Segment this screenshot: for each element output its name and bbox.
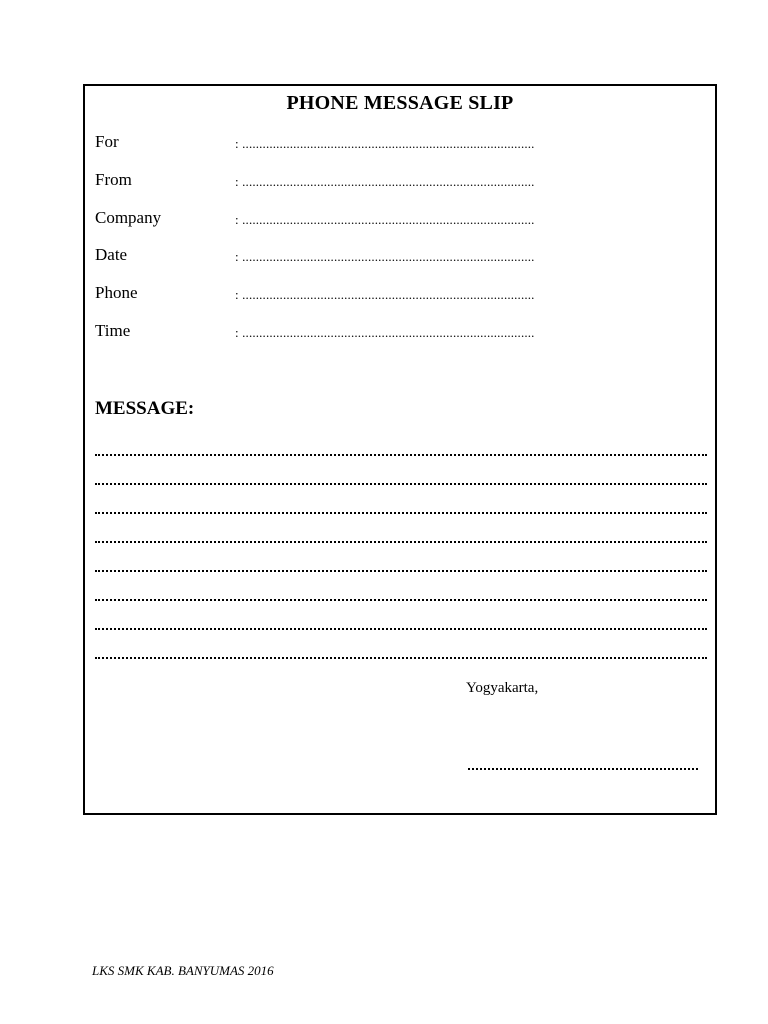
message-line-6[interactable] bbox=[95, 589, 707, 601]
message-line-5[interactable] bbox=[95, 560, 707, 572]
field-line-from[interactable]: : ...................................................................................... bbox=[235, 174, 535, 189]
field-label-date: Date bbox=[95, 245, 128, 264]
field-label-for: For bbox=[95, 132, 119, 151]
field-line-time[interactable]: : ...................................................................................... bbox=[235, 325, 535, 340]
message-line-7[interactable] bbox=[95, 618, 707, 630]
message-line-8[interactable] bbox=[95, 647, 707, 659]
field-label-company: Company bbox=[95, 208, 162, 227]
message-line-3[interactable] bbox=[95, 502, 707, 514]
field-line-phone[interactable]: : ...................................................................................... bbox=[235, 287, 535, 302]
message-line-2[interactable] bbox=[95, 473, 707, 485]
form-title: PHONE MESSAGE SLIP bbox=[286, 92, 514, 114]
place-label: Yogyakarta, bbox=[466, 680, 539, 696]
field-line-for[interactable]: : ...................................................................................... bbox=[235, 136, 535, 151]
field-line-company[interactable]: : ...................................................................................... bbox=[235, 212, 535, 227]
field-label-from: From bbox=[95, 170, 132, 189]
message-line-4[interactable] bbox=[95, 531, 707, 543]
message-line-1[interactable] bbox=[95, 444, 707, 456]
field-label-phone: Phone bbox=[95, 283, 138, 302]
message-heading: MESSAGE: bbox=[95, 398, 195, 419]
field-label-time: Time bbox=[95, 321, 131, 340]
signature-line[interactable] bbox=[468, 758, 698, 770]
field-line-date[interactable]: : ...................................................................................... bbox=[235, 249, 535, 264]
phone-message-slip-form bbox=[83, 84, 717, 815]
footer-text: LKS SMK KAB. BANYUMAS 2016 bbox=[92, 963, 274, 978]
